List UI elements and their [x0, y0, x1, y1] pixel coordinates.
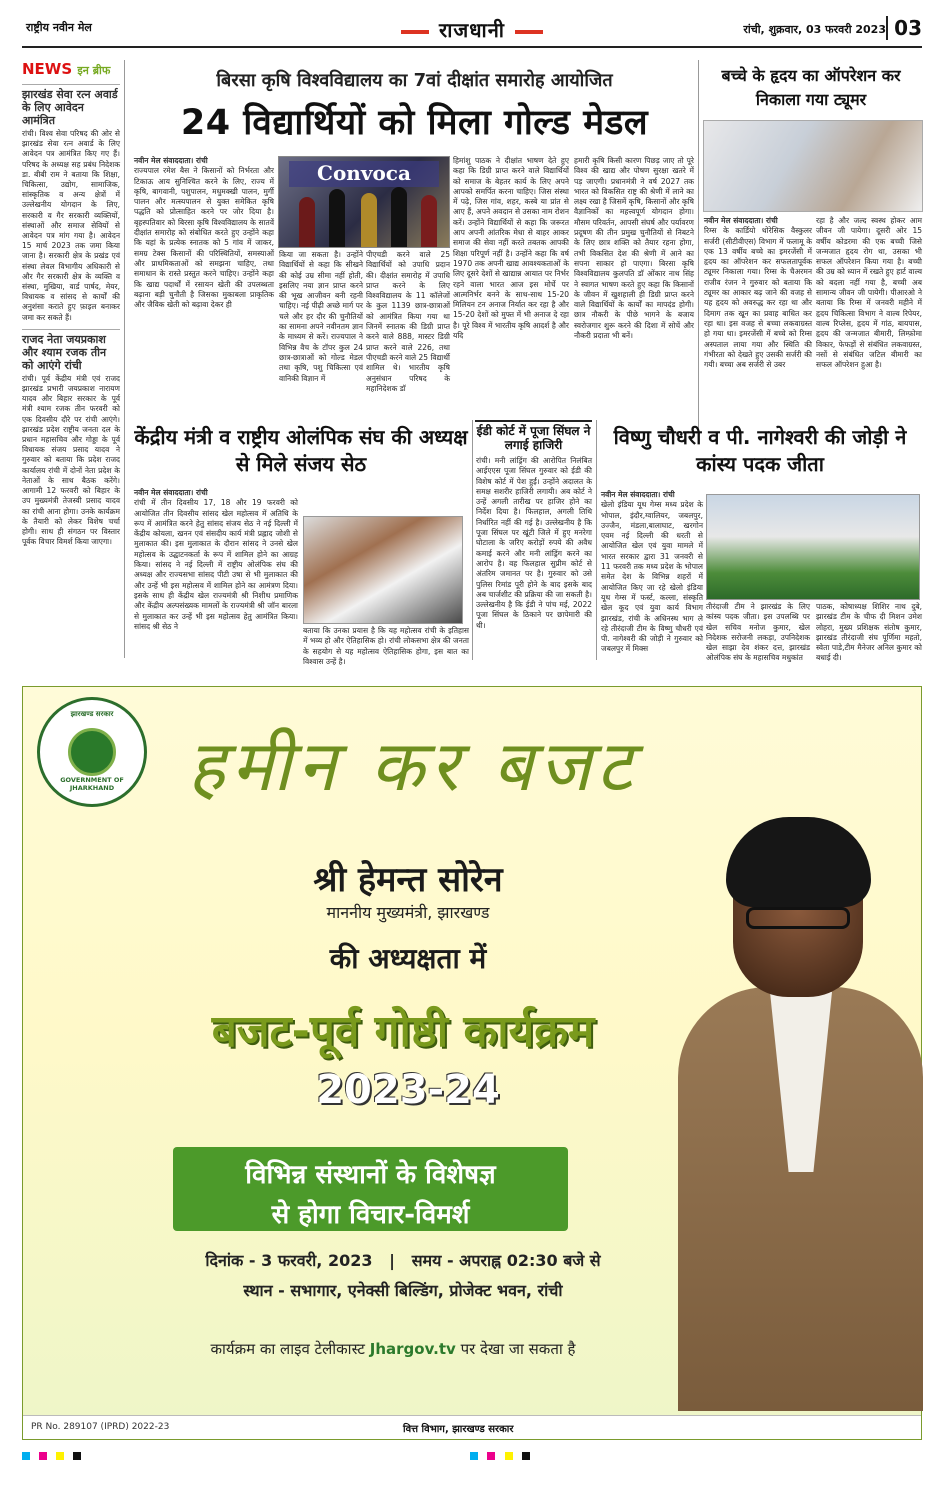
- color-registration-bar: [22, 1452, 922, 1464]
- yellow-swatch: [505, 1452, 513, 1460]
- magenta-swatch: [39, 1452, 47, 1460]
- black-swatch: [73, 1452, 81, 1460]
- section-label: राजधानी: [439, 18, 505, 42]
- decor-dash-left: [401, 30, 429, 34]
- news-brief-column: [22, 60, 125, 658]
- chief-minister-name: श्री हेमन्त सोरेन: [313, 860, 503, 900]
- glasses-icon: [746, 907, 850, 929]
- page-number: 03: [886, 16, 922, 40]
- minister-col1-text: रांची में तीन दिवसीय 17, 18 और 19 फरवरी को आयोजित तीन दिवसीय सांसद खेल महोत्सव में अतिथि के रूप में आमंत्रित करने हेतु सांसद संजय सेठ ने नई दिल्ली में केंद्रीय कोयला, खनन एवं संसदीय कार्य मंत्री प्रह्लाद जोशी से मुलाकात की। इस मुलाकात के दौरान सांसद ने उनसे खेल महोत्सव के उद्घाटनकर्ता के रूप में शामिल होने का आग्रह किया। सांसद ने नई दिल्ली में राष्ट्रीय ओलंपिक संघ की अध्यक्ष और राज्यसभा सांसद पीटी उषा से भी मुलाकात की और उन्हें भी इस महोत्सव में शामिल होने का आमंत्रण दिया। इसके साथ ही केंद्रीय खेल राज्यमंत्री श्री निशीथ प्रमाणिक और केंद्रीय अल्पसंख्यक मामलों के राज्यमंत्री श्री जॉन बारला से मुलाकात कर उन्हें भी इस महोत्सव हेतु आमंत्रित किया। सांसद श्री सेठ ने: [134, 498, 298, 631]
- program-year: 2023-24: [316, 1067, 500, 1113]
- photo-figure: [391, 187, 407, 247]
- minister-story-col1: [134, 488, 298, 658]
- minister-story-headline: केंद्रीय मंत्री व राष्ट्रीय ओलंपिक संघ की अध्यक्ष से मिले संजय सेठ: [134, 425, 468, 476]
- decor-dash-right: [515, 30, 543, 34]
- event-venue: स्थान - सभागार, एनेक्सी बिल्डिंग, प्रोजेक्ट भवन, रांची: [243, 1281, 563, 1300]
- brief-headline: झारखंड सेवा रत्न अवार्ड के लिए आवेदन आमंत्रित: [22, 84, 120, 127]
- brief-body: रांची। पूर्व केंद्रीय मंत्री एवं राजद झारखंड प्रभारी जयप्रकाश नारायण यादव और बिहार सरकार के पूर्व मंत्री श्याम रजक तीन फरवरी को एक दिवसीय दौरे पर रांची आएंगे। झारखंड प्रदेश राष्ट्रीय जनता दल के प्रधान महासचिव और गोड्डा के पूर्व विधायक संजय प्रसाद यादव ने गुरुवार को बताया कि प्रदेश राजद कार्यालय रांची में दोनों नेता प्रदेश के नेताओं के साथ बैठक करेंगे। आगामी 12 फरवरी को बिहार के उप मुख्यमंत्री तेजस्वी प्रसाद यादव का रांची आना होगा। उनके कार्यक्रम के तैयारी को लेकर विशेष चर्चा होगी। साथ ही संगठन पर विस्तार पूर्वक विचार विमर्श किया जाएगा।: [22, 373, 120, 547]
- photo-figure: [299, 197, 315, 247]
- photo-figure: [421, 195, 437, 247]
- photo-figure: [329, 189, 345, 247]
- main-byline: नवीन मेल संवाददाता। रांची: [134, 156, 208, 165]
- experts-box: [173, 1147, 568, 1231]
- heart-story-headline: बच्चे के हृदय का ऑपरेशन कर निकाला गया ट्यूमर: [721, 66, 901, 109]
- experts-line1: विभिन्न संस्थानों के विशेषज्ञ: [245, 1160, 496, 1190]
- bronze-story-col1: [601, 490, 703, 660]
- main-kicker: बिरसा कृषि विश्वविद्यालय का 7वां दीक्षांत समारोह आयोजित: [216, 70, 613, 91]
- main-story-col2: किया जा सकता है। उन्होंने विद्यार्थियों से कहा कि सीखने की कोई उम्र सीमा नहीं होती, इसलिए नया ज्ञान प्राप्त करने की भूख आजीवन बनी रहनी चाहिए। नई पीढ़ी अच्छे मार्ग पर चले और हर दौर की चुनौतियों का सामना अपने नवीनतम ज्ञान के माध्यम से करें। राज्यपाल ने विभिन्न वैच के टॉपर कुल 24 छात्र-छात्राओं को गोल्ड मेडल तथा कृषि, पशु चिकित्सा एवं वानिकी विज्ञान में: [279, 250, 363, 383]
- main-headline: 24 विद्यार्थियों को मिला गोल्ड मेडल: [180, 103, 649, 143]
- heart-story-col2: रहा है और जल्द स्वस्थ होकर आम जीवन जी पायेगा। दूसरी ओर 15 वर्षीय कोडरमा की एक बच्ची जिसे जन्मजात हृदय रोग था, उसका भी सफल ऑपरेशन किया गया है। बच्ची की उम्र को ध्यान में रखते हुए हार्ट वाल्व को बदला नहीं गया है, बच्ची अब सामान्य जीवन जी पायेगी। पीआरओ ने बताया कि रिम्स में जनवरी महीने में हृदय चिकित्सा विभाग ने वाल्व रिपेयर, वाल्व रिप्लेस, हृदय में गांठ, बायपास, हृदय की जन्मजात बीमारी, लिम्फ़ोमा विकार, फेफड़ों से संबंधित लकवाग्रस्त, नसों से संबंधित जटिल बीमारी का सफल ऑपरेशन हुआ है।: [816, 216, 922, 370]
- main-col1-text: राज्यपाल रमेश बैस ने किसानों को निर्भरता और टिकाऊ आय सुनिश्चित करने के लिए, राज्य में कृषि, बागवानी, पशुपालन, मधुमक्खी पालन, मुर्गी पालन और मत्स्यपालन से युक्त समेकित कृषि पद्धति को प्रोत्साहित करने पर जोर दिया है। बृहस्पतिवार को बिरसा कृषि विश्वविद्यालय के सातवें दीक्षांत समारोह को संबोधित करते हुए उन्होंने कहा कि यहां के प्रत्येक स्नातक को 5 गांव में जाकर, समग्र टेक्स किसानों की परिस्थितियों, समस्याओं और प्राथमिकताओं को समझना चाहिए, तथा समाधान के रास्ते प्रस्तुत करने चाहिए। उन्होंने कहा कि खाद्य पदार्थों में रसायन खेती की उपलब्धता बढ़ाना बड़ी चुनौती है जिसका मुकाबला प्राकृतिक और जैविक खेती को बढ़ावा देकर ही: [134, 166, 274, 310]
- black-swatch: [522, 1452, 530, 1460]
- yellow-swatch: [56, 1452, 64, 1460]
- column-divider: [596, 420, 597, 660]
- heart-byline: नवीन मेल संवाददाता। रांची: [704, 216, 778, 225]
- column-divider: [472, 420, 473, 660]
- main-story-col5: हमारी कृषि किसी कारण पिछड़ जाए तो पूरे विश्व की खाद्य और पोषण सुरक्षा खतरे में पड़ जाएगी। प्रधानमंत्री ने वर्ष 2027 तक भारत को विकसित राष्ट्र की श्रेणी में लाने का लक्ष्य रखा है जिसमें कृषि, किसानों और कृषि वैज्ञानिकों का महत्त्वपूर्ण योगदान होगा। मौसम परिवर्तन, आपसी संघर्ष और पर्यावरण प्रदूषण की तीन प्रमुख चुनौतियों से निबटने के लिए छात्र शक्ति को तैयार रहना होगा, तभी विकसित देश की श्रेणी में आने का सपना साकार हो पाएगा। बिरसा कृषि विश्वविद्यालय कुलपति डॉ ओंकार नाथ सिंह ने स्वागत भाषण करते हुए कहा कि किसानों के जीवन में खुशहाली ही डिग्री प्राप्त करने वाले विद्यार्थियों के कार्यों का मापदंड होगी। छात्र नौकरी के पीछे भागने के बजाय स्वरोजगार शुरू करने की दिशा में सोचें और नौकरी प्रदाता भी बनें।: [574, 156, 694, 341]
- bronze-story-col2a: तीरंदाजी टीम ने झारखंड के लिए कांस्य पदक जीता। इस उपलब्धि पर खेल सचिव मनोज कुमार, खेल निदेशक सरोजनी लकड़ा, उपनिदेशक खेल साझा देव शंकर दत्त, झारखंड ओलंपिक संघ के महासचिव मधुकांत: [706, 602, 810, 663]
- masthead: [22, 14, 922, 48]
- heart-col1-text: रिम्स के कार्डियो थोरेसिक वैस्कुलर सर्जरी (सीटीवीएस) विभाग में फलामू के एक 13 वर्षीय बच्चे का इमरजेंसी में हृदय का ऑपरेशन कर सफलतापूर्वक ट्यूमर निकाला गया। रिम्स के चैअरमन राजीव रंजन ने गुरुवार को बताया कि ट्यूमर का आकार बढ़ जाने की वजह से यह हृदय को अवरुद्ध कर रहा था और दिमाग तक खून का प्रवाह बाधित कर रहा था। इस वजह से बच्चा लकवाग्रस्त हो गया था। इमरजेंसी में बच्चे को रिम्स अस्पताल लाया गया और स्थिति की गंभीरता को देखते हुए उसकी सर्जरी की गयी। बच्चा अब सर्जरी से उबर: [704, 226, 812, 370]
- cyan-swatch: [470, 1452, 478, 1460]
- dateline: रांची, शुक्रवार, 03 फरवरी 2023: [743, 23, 886, 36]
- emblem-top-text: झारखण्ड सरकार: [70, 710, 114, 718]
- minister-photo: [303, 516, 463, 624]
- photo-figure: [361, 193, 377, 247]
- photo-banner: Convoca: [289, 161, 439, 187]
- minister-story-col2: बताया कि उनका प्रयास है कि यह महोत्सव रांची के इतिहास में भव्य हो और ऐतिहासिक हो। रांची लोकसभा क्षेत्र की जनता के सहयोग से यह महोत्सव ऐतिहासिक होगा, इस बात का विश्वास उन्हें है।: [303, 626, 469, 666]
- emblem-seal-icon: [68, 728, 116, 776]
- news-brand-label: NEWS: [22, 60, 73, 78]
- main-story-col4: हिमांशु पाठक ने दीक्षांत भाषण देते हुए कहा कि डिग्री प्राप्त करने वाले विद्यार्थियों को समाज के बेहतर कार्य के लिए अपने आपको समर्पित करना चाहिए। जिस संस्था में पढ़े, जिस गांव, शहर, कस्बे या प्रांत से आए हैं, अपने अवदान से उसका नाम रोशन करें। उन्होंने विद्यार्थियों से कहा कि जरूरत आप अपनी आंतरिक मेधा से बाहर आकर समाज की सेवा नहीं करते तबतक आपकी शिक्षा परिपूर्ण नहीं है। उन्होंने कहा कि वर्ष 1970 तक अपनी खाद्य आवश्यकताओं के लिए दूसरे देशों से खाद्यान्न आयात पर निर्भर रहने वाला भारत आज इस मोर्चे पर आत्मनिर्भर बनने के साथ-साथ 15-20 मिलियन टन अनाज निर्यात कर रहा है और 15-20 देशों को मुफ्त में भी अनाज दे रहा है। पूरे विश्व में भारतीय कृषि आदर्श है और यदि: [453, 156, 569, 341]
- program-title: बजट-पूर्व गोष्ठी कार्यक्रम: [211, 1006, 595, 1057]
- archery-team-photo: [706, 494, 920, 600]
- bronze-story-col2b: पाठक, कोषाध्यक्ष शिशिर नाथ दुबे, झारखंड टीम के चीफ दी मिशन उमेश लोहरा, मुख्य प्रशिक्षक संतोष कुमार, झारखंड तीरंदाजी संघ पूर्णिमा महतो, स्वेता पाडे,टीम मैनेजर अनिल कुमार को बधाई दी।: [816, 602, 922, 663]
- bronze-story-headline: विष्णु चौधरी व पी. नागेश्वरी की जोड़ी ने कांस्य पदक जीता: [613, 425, 907, 476]
- ad-footer: [23, 1415, 921, 1439]
- bronze-byline: नवीन मेल संवाददाता। रांची: [601, 490, 675, 499]
- news-brand-sub: इन ब्रीफ: [77, 64, 111, 77]
- cyan-swatch: [22, 1452, 30, 1460]
- jharkhand-emblem: [37, 697, 147, 807]
- brief-body: रांची। विश्व सेवा परिषद की ओर से झारखंड सेवा रत्न अवार्ड के लिए आवेदन पत्र आमंत्रित किए गए हैं। परिषद के अध्यक्ष सह प्रबंध निदेशक डा. बीबी राम ने बताया कि शिक्षा, चिकित्सा, उद्योग, सामाजिक, सांस्कृतिक व अन्य क्षेत्रों में उल्लेखनीय योगदान के लिए, सरकारी व गैर सरकारी व्यक्तियों, संस्थाओं और समाज सेवियों से आवेदन पत्र मांग गया है। आवेदन 15 मार्च 2023 तक जमा किया जाना है। सरकारी क्षेत्र के प्रखंड एवं संस्था लेवल विभागीय अधिकारी से और गैर सरकारी क्षेत्र के व्यक्ति व संस्था, मुखिया, वार्ड पार्षद, मेयर, विधायक व सांसद से कार्यों की अनुशंसा कराते हुए फ़ाइल बनाकर जमा कर सकते हैं।: [22, 129, 120, 322]
- budget-advertisement: [22, 686, 922, 1440]
- chief-minister-role: माननीय मुख्यमंत्री, झारखण्ड: [326, 903, 490, 922]
- hospital-photo: [703, 120, 923, 212]
- live-prefix: कार्यक्रम का लाइव टेलीकास्ट: [210, 1340, 365, 1358]
- convocation-photo: [278, 156, 450, 248]
- event-date-time: दिनांक - 3 फरवरी, 2023 | समय - अपराह्न 02:30 बजे से: [205, 1251, 601, 1270]
- live-suffix: पर देखा जा सकता है: [460, 1340, 576, 1358]
- experts-line2: से होगा विचार-विमर्श: [271, 1200, 470, 1230]
- minister-byline: नवीन मेल संवाददाता। रांची: [134, 488, 208, 497]
- emblem-bottom-text: GOVERNMENT OF JHARKHAND: [60, 776, 124, 792]
- chief-minister-portrait: [678, 817, 923, 1411]
- heart-story-col1: [704, 216, 812, 420]
- bronze-col1-text: खेलो इंडिया यूथ गेम्स मध्य प्रदेश के भोपाल, इंदौर,ग्वालियर, जबलपुर, उज्जैन, मंडला,बालाघाट, खरगोन एवम नई दिल्ली की धरती से आयोजित खेल एवं युवा मामले में भारत सरकार द्वारा 31 जनवरी से 11 फरवरी तक मध्य प्रदेश के भोपाल समेत देश के विभिन्न शहरों में आयोजित किए जा रहे खेलो इंडिया यूथ गेम्स में फर्स्ट, कल्ला, संस्कृति खेल कूद एवं युवा कार्य विभाग झारखंड, रांची के अधिनस्थ भाग ले रहे तीरंदाजी टीम के विष्णु चौधरी एवं पी. नागेश्वरी की जोड़ी ने गुरुवार को जबलपुर में मिक्स: [601, 500, 703, 654]
- main-story-col3: पीएचडी करने वाले 25 विद्यार्थियों को उपाधि प्रदान की। दीक्षांत समारोह में उपाधि प्राप्त करने के लिए विश्वविद्यालय के 11 कॉलेजों के कुल 1139 छात्र-छात्राओं को आमंत्रित किया गया था जिनमें स्नातक की डिग्री प्राप्त करने वाले 888, मास्टर डिग्री प्राप्त करने वाले 226, तथा पीएचडी करने वाले 25 विद्यार्थी शामिल थे। भारतीय कृषि अनुसंधान परिषद के महानिदेशक डॉ: [366, 250, 450, 393]
- live-site-link[interactable]: Jhargov.tv: [369, 1340, 456, 1358]
- news-brief-brand: [22, 60, 120, 78]
- ed-story-headline: ईडी कोर्ट में पूजा सिंघल ने लगाई हाजिरी: [475, 420, 592, 452]
- magenta-swatch: [487, 1452, 495, 1460]
- column-divider: [698, 60, 699, 432]
- paper-name: राष्ट्रीय नवीन मेल: [26, 21, 92, 34]
- live-telecast-line: [83, 1339, 703, 1359]
- ad-tagline: हमीन कर बजट: [188, 725, 639, 807]
- issuing-department: वित्त विभाग, झारखण्ड सरकार: [403, 1424, 514, 1435]
- ed-story-body: रांची। मनी लांड्रिंग की आरोपित निलंबित आईएएस पूजा सिंघल गुरुवार को ईडी की विशेष कोर्ट में पेश हुईं। उन्होंने अदालत के समक्ष सशरीर हाजिरी लगायी। अब कोर्ट ने उन्हें अगली तारीख पर हाजिर होने का निर्देश दिया है। फिलहाल, अगली तिथि निर्धारित नहीं की गई है। उल्लेखनीय है कि पूजा सिंघल पर खूंटी जिले में हुए मनरेगा घोटाला के जरिए करोड़ों रुपये की अवैध कमाई करने और मनी लांड्रिंग करने का आरोप है। वह फिलहाल सुप्रीम कोर्ट से अंतरिम जमानत पर है। गुरुवार को उसे पुलिस रिमांड पूरी होने के बाद इसके बाद अब चार्जशीट की प्रक्रिया की जा सकती है। उल्लेखनीय है कि ईडी ने पांच मई, 2022 पूजा सिंघल के ठिकाने पर छापेमारी की थी।: [476, 456, 592, 630]
- presidency-line: की अध्यक्षता में: [329, 942, 487, 975]
- main-story-col1: [134, 156, 274, 412]
- portrait-hair: [726, 817, 871, 907]
- pr-number: PR No. 289107 (IPRD) 2022-23: [31, 1422, 170, 1432]
- brief-headline: राजद नेता जयप्रकाश और श्याम रजक तीन को आएंगे रांची: [22, 329, 120, 372]
